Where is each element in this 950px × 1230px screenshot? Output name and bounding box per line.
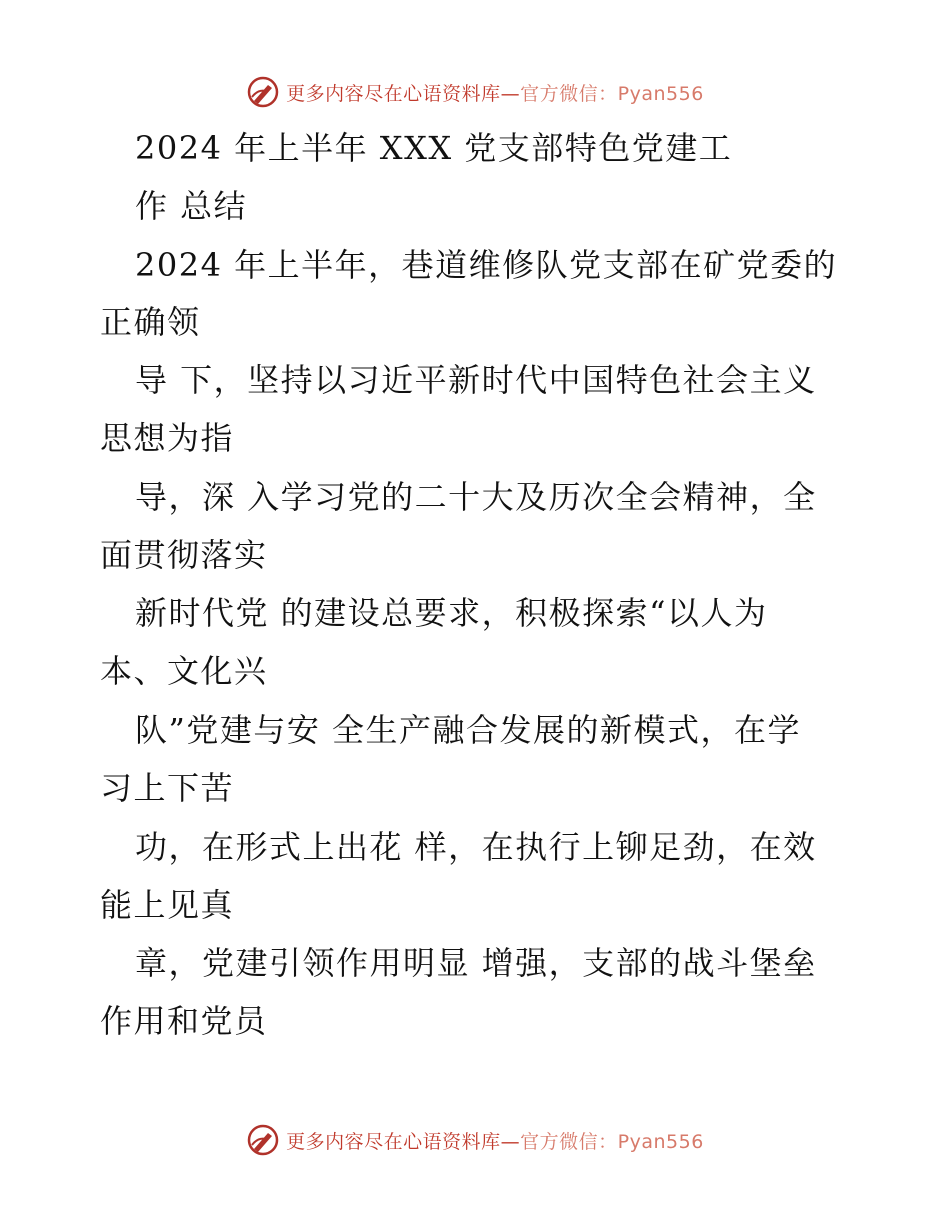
paragraph-line: 新时代党 的建设总要求，积极探索“以人为 — [135, 594, 768, 632]
watermark-text: 更多内容尽在心语资料库—官方微信：Pyan556 — [286, 82, 704, 105]
paragraph-line: 能上见真 — [100, 886, 235, 924]
watermark-text: 更多内容尽在心语资料库—官方微信：Pyan556 — [286, 1130, 704, 1153]
title-line-1: 2024 年上半年 XXX 党支部特色党建工 — [135, 129, 733, 167]
pen-logo-icon — [246, 75, 280, 109]
paragraph-line: 思想为指 — [100, 419, 235, 457]
pen-logo-icon — [246, 1123, 280, 1157]
paragraph-line: 习上下苦 — [100, 769, 235, 807]
paragraph-line: 导 下，坚持以习近平新时代中国特色社会主义 — [135, 361, 817, 399]
paragraph-line: 2024 年上半年，巷道维修队党支部在矿党委的 — [135, 246, 838, 284]
header-watermark-banner — [0, 72, 950, 112]
title-line-2: 作 总结 — [135, 187, 248, 225]
paragraph-line: 功，在形式上出花 样，在执行上铆足劲，在效 — [135, 828, 817, 866]
paragraph-line: 队”党建与安 全生产融合发展的新模式，在学 — [135, 711, 802, 749]
paragraph-line: 章，党建引领作用明显 增强，支部的战斗堡垒 — [135, 944, 817, 982]
paragraph-line: 正确领 — [100, 303, 201, 341]
paragraph-line: 导，深 入学习党的二十大及历次全会精神，全 — [135, 478, 817, 516]
footer-watermark-banner — [0, 1120, 950, 1160]
paragraph-line: 作用和党员 — [100, 1002, 268, 1040]
paragraph-line: 面贯彻落实 — [100, 536, 268, 574]
paragraph-line: 本、文化兴 — [100, 652, 268, 690]
